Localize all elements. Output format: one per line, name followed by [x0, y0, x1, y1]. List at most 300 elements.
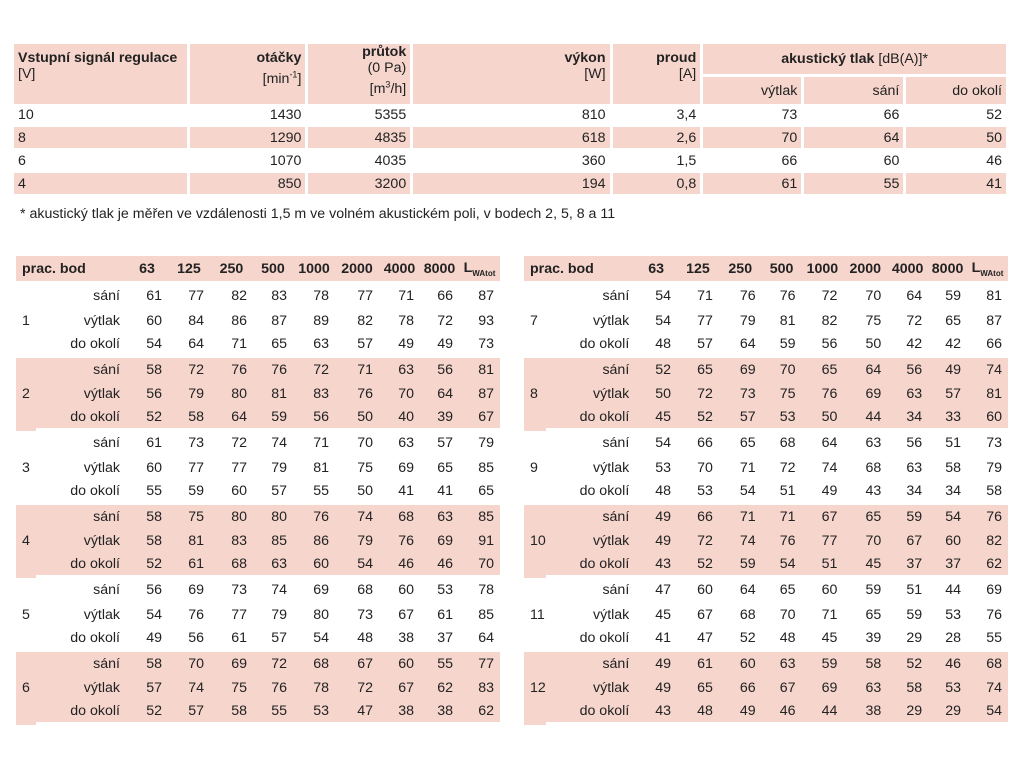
table-cell: 49	[635, 676, 677, 701]
table-cell: 68	[739, 606, 756, 623]
table-cell: 4035	[305, 150, 410, 173]
table-cell: 82	[967, 529, 1008, 554]
table-cell: 78	[313, 288, 329, 305]
table-cell: 77	[231, 459, 247, 476]
table-cell: 61	[677, 652, 719, 677]
table-cell: 66	[801, 104, 903, 127]
table-cell: 87	[459, 382, 500, 407]
table-cell: 87	[986, 312, 1002, 329]
table-cell: 83	[459, 676, 500, 701]
table-cell: 60	[379, 652, 420, 677]
table-cell: 63	[843, 676, 887, 701]
table-row	[524, 554, 1008, 579]
table-row	[14, 173, 1006, 196]
column-header: 500	[762, 256, 802, 284]
table-cell: 52	[719, 627, 762, 652]
table-row	[16, 431, 500, 456]
table-cell: 76	[779, 288, 796, 305]
table-cell: 62	[420, 676, 459, 701]
table-cell: 60	[398, 582, 414, 599]
table-cell: 63	[253, 554, 293, 579]
table-cell: 81	[986, 288, 1002, 305]
table-row	[524, 358, 1008, 383]
table-cell: 39	[420, 407, 459, 432]
table-cell: 56	[906, 435, 923, 452]
table-cell: 80	[253, 505, 293, 530]
table-cell: 4	[14, 173, 187, 196]
table-cell: 55	[253, 701, 293, 726]
table-cell: 77	[459, 652, 500, 677]
table-row	[524, 676, 1008, 701]
row-label: výtlak	[36, 529, 126, 554]
table-cell: 52	[903, 104, 1006, 127]
table-cell: 71	[821, 606, 838, 623]
table-cell: 64	[801, 127, 903, 150]
row-label: do okolí	[546, 407, 636, 432]
header-flow-unit: $[m^3/h]$	[369, 79, 407, 97]
point-number: 6	[16, 652, 36, 726]
table-cell: 8	[14, 127, 187, 150]
table-row	[524, 333, 1008, 358]
table-cell: 76	[210, 358, 253, 383]
table-cell: 73	[986, 435, 1002, 452]
table-cell: 65	[865, 606, 882, 623]
header-signal	[14, 44, 187, 104]
table-cell: 52	[126, 407, 168, 432]
table-cell: 74	[335, 505, 379, 530]
table-cell: 49	[801, 480, 843, 505]
table-cell: 78	[398, 312, 414, 329]
table-cell: 1430	[187, 104, 305, 127]
row-label: sání	[602, 582, 630, 599]
table-cell: 75	[210, 676, 253, 701]
table-cell: 59	[168, 480, 210, 505]
table-cell: 50	[843, 333, 887, 358]
table-cell: 76	[967, 505, 1008, 530]
table-cell: 59	[865, 582, 882, 599]
table-cell: 65	[677, 358, 719, 383]
table-cell: 66	[967, 333, 1008, 358]
control-signal-rows	[14, 104, 1006, 196]
table-cell: 72	[253, 652, 293, 677]
table-cell: 1,5	[610, 150, 701, 173]
table-cell: 75	[357, 459, 373, 476]
table-row	[16, 480, 500, 505]
table-cell: 74	[168, 676, 210, 701]
table-cell: 38	[379, 701, 420, 726]
table-cell: 194	[410, 173, 609, 196]
column-header: 2000	[335, 256, 379, 284]
table-cell: 37	[887, 554, 928, 579]
table-row	[16, 627, 500, 652]
table-cell: 66	[437, 288, 453, 305]
point-group	[524, 652, 1008, 726]
table-cell: 65	[801, 358, 843, 383]
table-cell: 72	[293, 358, 335, 383]
table-cell: 37	[928, 554, 967, 579]
header-signal-unit: [V]	[18, 66, 36, 82]
table-cell: 58	[887, 676, 928, 701]
table-cell: 74	[719, 529, 762, 554]
point-number: 5	[22, 606, 30, 623]
table-cell: 77	[357, 288, 373, 305]
table-cell: 57	[335, 333, 379, 358]
table-cell: 71	[210, 333, 253, 358]
table-cell: 38	[843, 701, 887, 726]
table-cell: 69	[210, 652, 253, 677]
row-label: výtlak	[83, 312, 120, 329]
table-cell: 72	[335, 676, 379, 701]
table-cell: 52	[677, 554, 719, 579]
table-cell: 81	[779, 312, 796, 329]
table-row	[524, 701, 1008, 726]
table-cell: 54	[928, 505, 967, 530]
table-cell: 75	[168, 505, 210, 530]
table-row	[524, 652, 1008, 677]
header-surroundings: do okolí	[903, 74, 1006, 104]
table-cell: 67	[379, 676, 420, 701]
row-label: do okolí	[36, 554, 126, 579]
table-cell: 71	[719, 505, 762, 530]
table-cell: 45	[801, 627, 843, 652]
table-cell: 39	[843, 627, 887, 652]
table-cell: 3200	[305, 173, 410, 196]
table-cell: 2,6	[610, 127, 701, 150]
table-cell: 71	[762, 505, 802, 530]
table-cell: 56	[293, 407, 335, 432]
table-cell: 72	[906, 312, 923, 329]
row-label: sání	[546, 505, 636, 530]
table-cell: 71	[335, 358, 379, 383]
table-cell: 4835	[305, 127, 410, 150]
table-cell: 81	[168, 529, 210, 554]
table-cell: 65	[779, 582, 796, 599]
table-row	[524, 603, 1008, 628]
table-cell: 1290	[187, 127, 305, 150]
table-cell: 67	[697, 606, 713, 623]
table-cell: 64	[719, 333, 762, 358]
table-cell: 53	[293, 701, 335, 726]
table-cell: 81	[253, 382, 293, 407]
point-group	[16, 652, 500, 726]
table-row	[16, 333, 500, 358]
table-cell: 74	[821, 459, 838, 476]
table-cell: 70	[459, 554, 500, 579]
table-cell: 58	[126, 529, 168, 554]
table-cell: 67	[459, 407, 500, 432]
table-cell: 76	[253, 676, 293, 701]
table-cell: 63	[887, 382, 928, 407]
table-cell: 29	[887, 701, 928, 726]
column-header: 1000	[801, 256, 843, 284]
table-cell: 49	[379, 333, 420, 358]
octave-table-right	[524, 256, 1008, 725]
table-cell: 76	[335, 382, 379, 407]
table-cell: 76	[762, 529, 802, 554]
table-cell: 77	[231, 606, 247, 623]
table-cell: 66	[719, 676, 762, 701]
table-cell: 77	[697, 312, 713, 329]
table-cell: 6	[14, 150, 187, 173]
table-cell: 51	[906, 582, 923, 599]
table-cell: 41	[903, 173, 1006, 196]
table-cell: 65	[843, 505, 887, 530]
table-cell: 64	[906, 288, 923, 305]
table-cell: 55	[420, 652, 459, 677]
table-cell: 1070	[187, 150, 305, 173]
table-row	[16, 309, 500, 334]
header-rpm-label: otáčky	[256, 50, 302, 66]
table-cell: 49	[928, 358, 967, 383]
table-cell: 61	[146, 435, 162, 452]
column-header: 1000	[293, 256, 335, 284]
table-cell: 72	[437, 312, 453, 329]
table-cell: 80	[313, 606, 329, 623]
table-cell: 40	[379, 407, 420, 432]
table-cell: 86	[293, 529, 335, 554]
table-cell: 56	[801, 333, 843, 358]
table-cell: 76	[253, 358, 293, 383]
table-cell: 54	[126, 333, 168, 358]
column-header-lw	[459, 256, 500, 284]
table-cell: 56	[126, 382, 168, 407]
table-cell: 64	[420, 382, 459, 407]
table-cell: 57	[253, 627, 293, 652]
table-cell: 54	[146, 606, 162, 623]
table-cell: 73	[459, 333, 500, 358]
table-cell: 70	[865, 288, 882, 305]
table-cell: 59	[906, 606, 923, 623]
table-cell: 59	[887, 505, 928, 530]
header-rpm-unit: $[\min^{-1}]$	[262, 69, 302, 87]
table-cell: 78	[478, 582, 494, 599]
table-cell: 58	[967, 480, 1008, 505]
table-cell: 76	[739, 288, 756, 305]
table-cell: 46	[762, 701, 802, 726]
table-cell: 58	[126, 652, 168, 677]
column-header: 4000	[379, 256, 420, 284]
table-cell: 79	[478, 435, 494, 452]
point-group	[524, 358, 1008, 432]
table-cell: 60	[719, 652, 762, 677]
point-number: 9	[530, 459, 538, 476]
row-label: sání	[36, 652, 126, 677]
table-cell: 65	[437, 459, 453, 476]
table-cell: 62	[967, 554, 1008, 579]
table-cell: 70	[697, 459, 713, 476]
row-label: sání	[93, 582, 120, 599]
point-number: 12	[524, 652, 546, 726]
table-cell: 57	[677, 333, 719, 358]
table-cell: 5355	[305, 104, 410, 127]
table-cell: 76	[293, 505, 335, 530]
point-number: 8	[524, 358, 546, 432]
table-cell: 69	[719, 358, 762, 383]
table-cell: 63	[293, 333, 335, 358]
table-cell: 52	[126, 701, 168, 726]
column-header: 500	[253, 256, 293, 284]
header-current	[610, 44, 701, 104]
table-cell: 810	[410, 104, 609, 127]
table-cell: 83	[293, 382, 335, 407]
table-cell: 54	[655, 312, 672, 329]
table-cell: 67	[762, 676, 802, 701]
table-cell: 77	[188, 459, 204, 476]
point-number: 10	[524, 505, 546, 579]
header-acoustic	[700, 44, 1006, 74]
table-cell: 80	[210, 382, 253, 407]
table-cell: 77	[801, 529, 843, 554]
lw-sub: WAtot	[472, 268, 496, 278]
table-cell: 47	[655, 582, 672, 599]
column-header: prac. bod	[16, 256, 126, 284]
table-cell: 58	[210, 701, 253, 726]
control-signal-table	[14, 44, 1006, 196]
table-cell: 56	[420, 358, 459, 383]
table-row	[16, 505, 500, 530]
point-number: 4	[16, 505, 36, 579]
row-label: výtlak	[593, 606, 630, 623]
table-cell: 53	[762, 407, 802, 432]
table-cell: 72	[821, 288, 838, 305]
row-label: do okolí	[546, 554, 636, 579]
column-header: 63	[126, 256, 168, 284]
table-cell: 69	[843, 382, 887, 407]
table-cell: 80	[210, 505, 253, 530]
header-flow-sub: (0 Pa)	[367, 60, 407, 76]
table-cell: 82	[821, 312, 838, 329]
row-label: výtlak	[546, 382, 636, 407]
table-cell: 59	[762, 333, 802, 358]
header-power-unit: [W]	[584, 66, 606, 82]
table-cell: 89	[313, 312, 329, 329]
table-cell: 41	[379, 480, 420, 505]
table-cell: 45	[635, 407, 677, 432]
table-cell: 46	[928, 652, 967, 677]
header-rpm	[187, 44, 305, 104]
table-cell: 74	[967, 358, 1008, 383]
table-cell: 87	[271, 312, 287, 329]
table-row	[16, 382, 500, 407]
table-cell: 81	[967, 382, 1008, 407]
table-cell: 48	[762, 627, 802, 652]
column-header: 2000	[843, 256, 887, 284]
table-cell: 63	[398, 435, 414, 452]
table-row	[16, 554, 500, 579]
table-cell: 69	[188, 582, 204, 599]
table-cell: 63	[762, 652, 802, 677]
point-group	[524, 284, 1008, 358]
table-cell: 49	[635, 505, 677, 530]
point-number: 11	[530, 606, 545, 623]
row-label: výtlak	[593, 312, 630, 329]
table-cell: 91	[459, 529, 500, 554]
table-cell: 76	[379, 529, 420, 554]
table-row	[16, 701, 500, 726]
table-cell: 29	[887, 627, 928, 652]
table-cell: 73	[188, 435, 204, 452]
point-group	[16, 431, 500, 505]
column-header: 8000	[420, 256, 459, 284]
table-cell: 66	[677, 505, 719, 530]
table-row	[16, 578, 500, 603]
table-cell: 79	[271, 459, 287, 476]
table-row	[14, 104, 1006, 127]
point-group	[16, 284, 500, 358]
table-row	[16, 603, 500, 628]
header-acoustic-label: akustický tlak	[781, 51, 875, 67]
table-cell: 38	[379, 627, 420, 652]
column-header: 250	[210, 256, 253, 284]
table-cell: 77	[188, 288, 204, 305]
row-label: výtlak	[546, 529, 636, 554]
table-cell: 46	[420, 554, 459, 579]
table-cell: 75	[865, 312, 882, 329]
header-power-label: výkon	[564, 50, 606, 66]
table-cell: 46	[379, 554, 420, 579]
table-cell: 58	[126, 505, 168, 530]
table-cell: 70	[762, 358, 802, 383]
table-cell: 79	[168, 382, 210, 407]
table-cell: 70	[700, 127, 801, 150]
table-cell: 53	[437, 582, 453, 599]
table-cell: 61	[700, 173, 801, 196]
table-cell: 64	[210, 407, 253, 432]
table-cell: 60	[821, 582, 838, 599]
table-cell: 57	[253, 480, 293, 505]
table-cell: 68	[293, 652, 335, 677]
header-power	[410, 44, 609, 104]
point-group	[524, 431, 1008, 505]
table-cell: 55	[126, 480, 168, 505]
table-cell: 48	[635, 480, 677, 505]
table-cell: 54	[655, 288, 672, 305]
table-cell: 82	[231, 288, 247, 305]
row-label: sání	[602, 288, 630, 305]
table-cell: 50	[335, 480, 379, 505]
table-cell: 73	[231, 582, 247, 599]
table-cell: 3,4	[610, 104, 701, 127]
table-row	[14, 150, 1006, 173]
table-cell: 70	[779, 606, 796, 623]
table-cell: 83	[210, 529, 253, 554]
octave-header-row	[16, 256, 500, 284]
table-cell: 55	[801, 173, 903, 196]
column-header: 125	[168, 256, 210, 284]
table-cell: 86	[231, 312, 247, 329]
table-cell: 68	[210, 554, 253, 579]
table-cell: 52	[887, 652, 928, 677]
point-number: 2	[16, 358, 36, 432]
table-row	[524, 382, 1008, 407]
table-cell: 59	[253, 407, 293, 432]
table-cell: 53	[928, 676, 967, 701]
table-cell: 42	[928, 333, 967, 358]
table-cell: 50	[335, 407, 379, 432]
row-label: sání	[602, 435, 630, 452]
footnote: * akustický tlak je měřen ve vzdálenosti 1,5 m ve volném akustickém poli, v bodech 2, 5, 8 a 11	[20, 206, 616, 222]
table-cell: 65	[253, 333, 293, 358]
table-cell: 71	[697, 288, 713, 305]
table-cell: 58	[945, 459, 962, 476]
row-label: sání	[93, 435, 120, 452]
table-row	[524, 505, 1008, 530]
table-cell: 50	[635, 382, 677, 407]
table-cell: 54	[293, 627, 335, 652]
row-label: do okolí	[546, 333, 636, 358]
table-cell: 29	[928, 701, 967, 726]
row-label: výtlak	[83, 459, 120, 476]
